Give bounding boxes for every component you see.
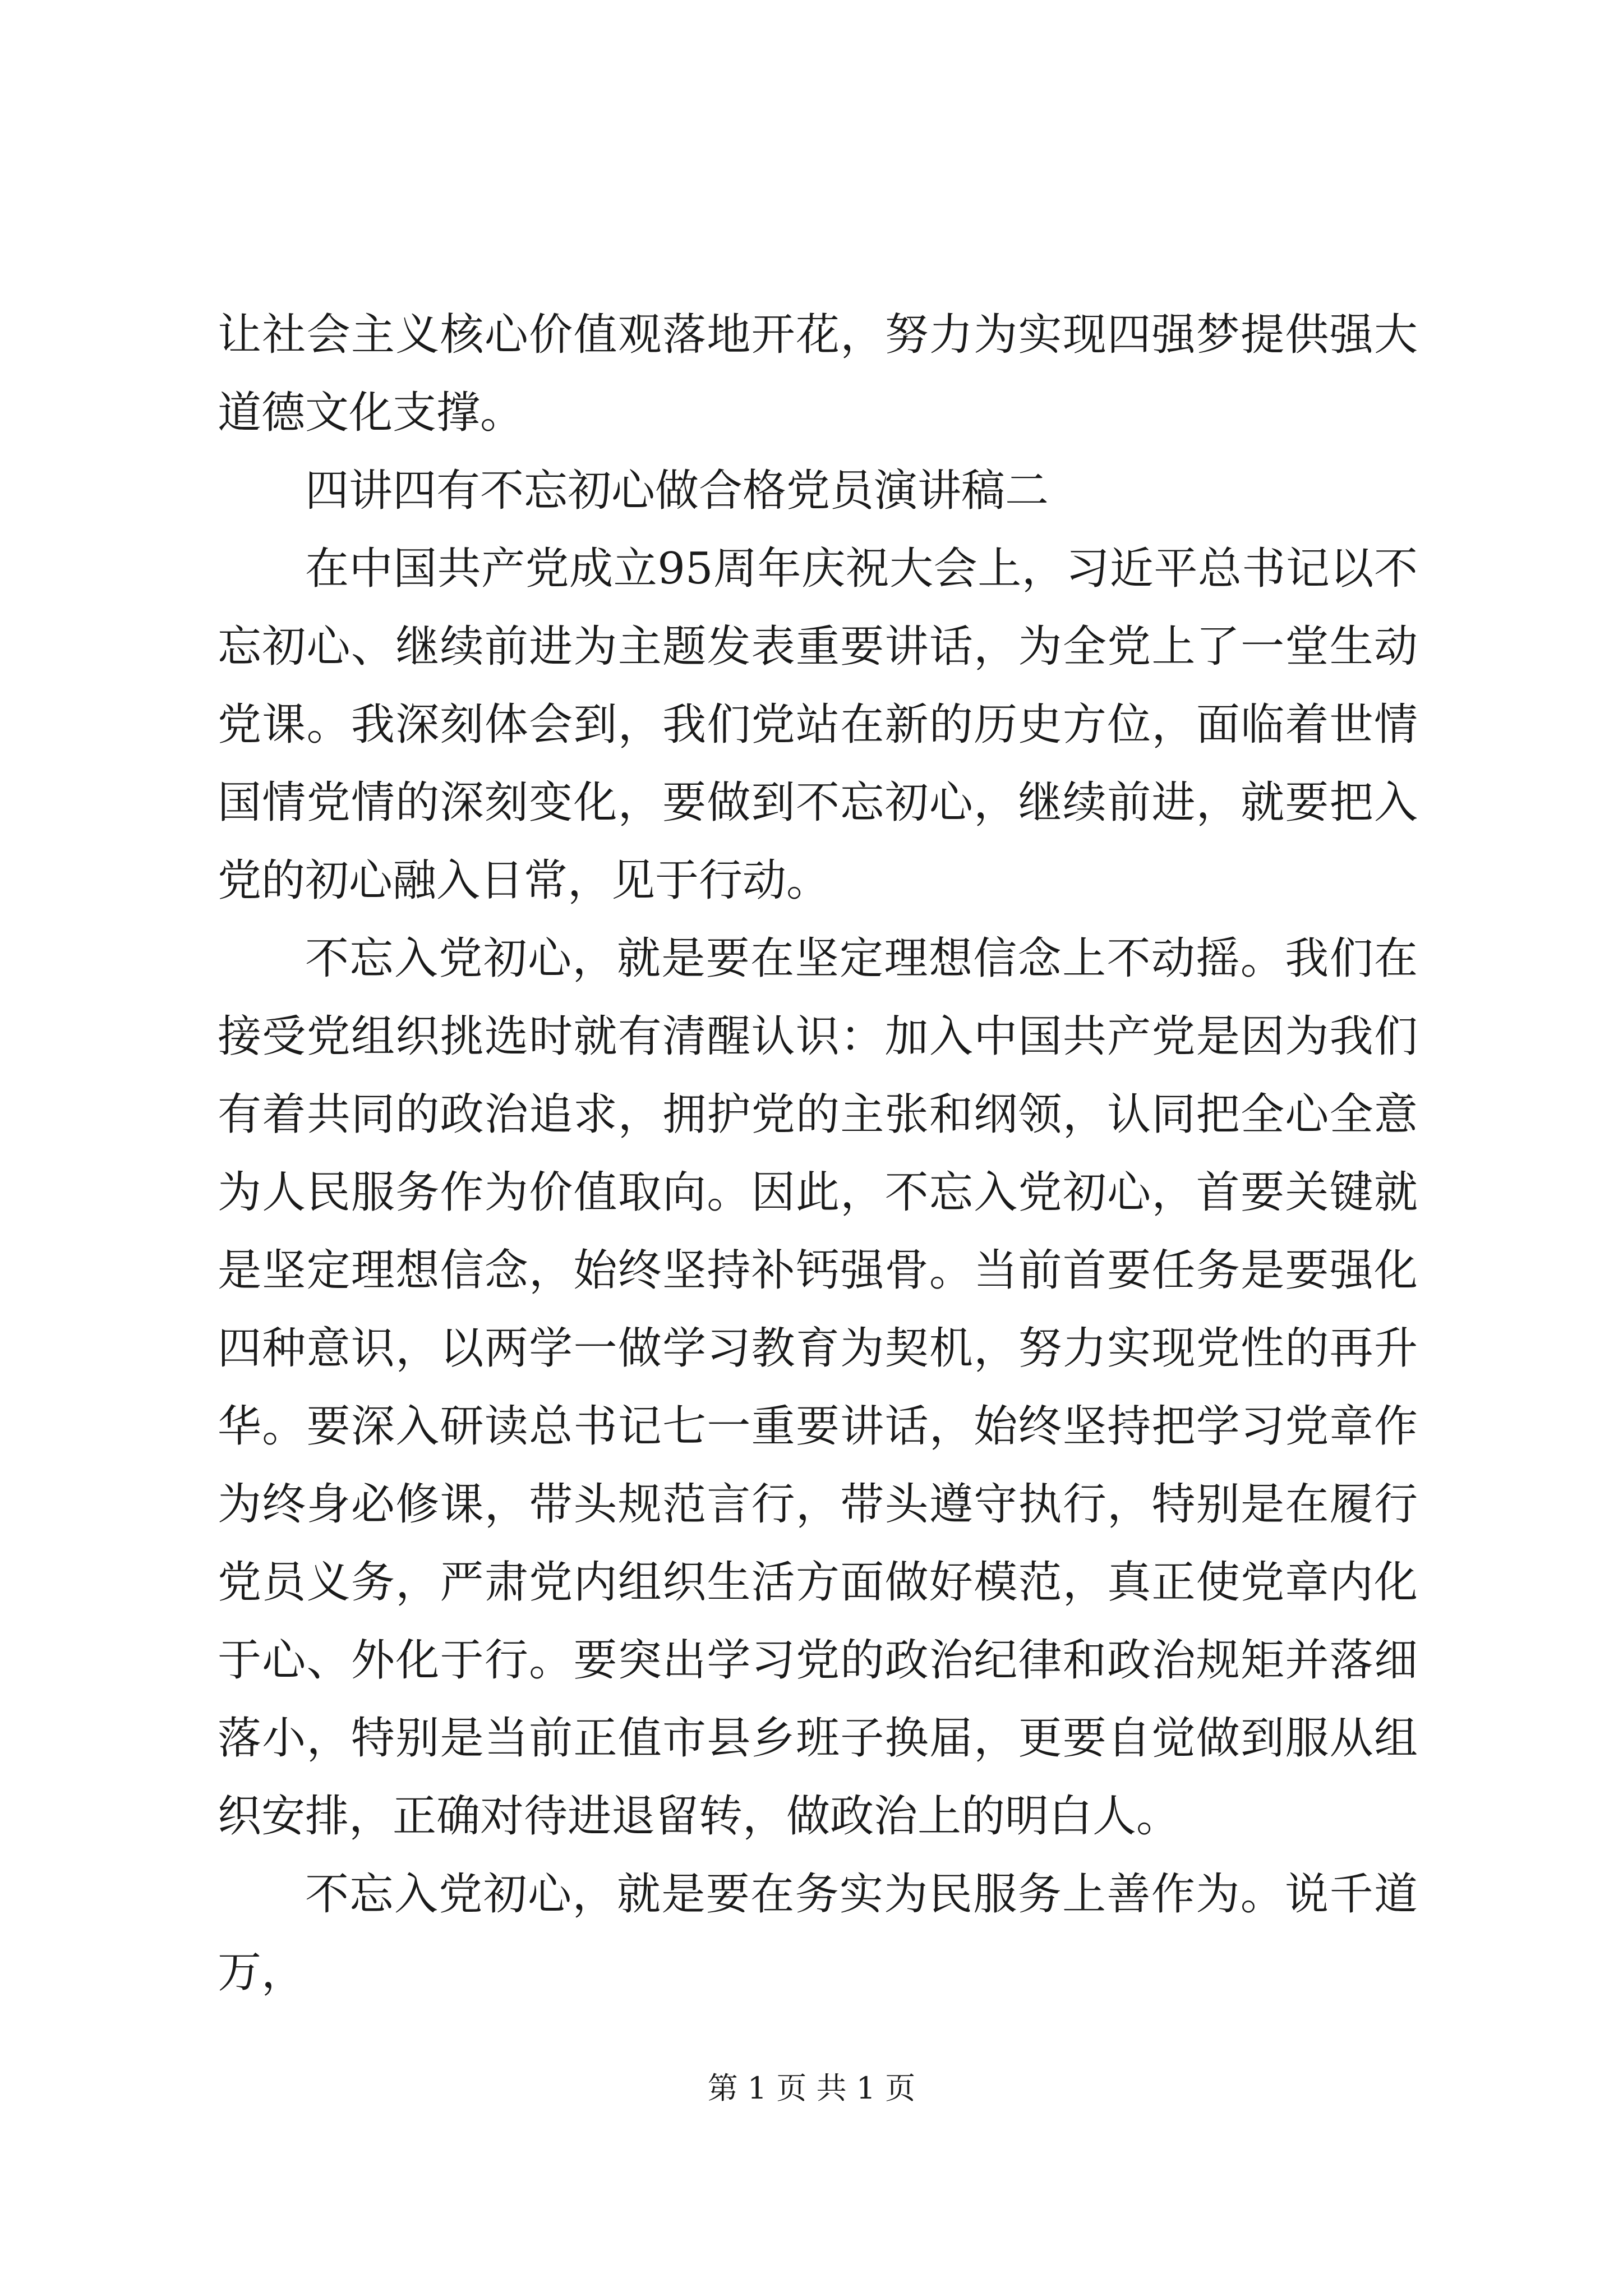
paragraph: 不忘入党初心，就是要在务实为民服务上善作为。说千道万， — [218, 1869, 1418, 1998]
page-footer: 第 1 页 共 1 页 — [707, 2070, 916, 2106]
section-title: 四讲四有不忘初心做合格党员演讲稿二 — [305, 466, 1049, 516]
paragraph-continuation: 让社会主义核心价值观落地开花，努力为实现四强梦提供强大道德文化支撑。 — [218, 310, 1418, 438]
paragraph: 在中国共产党成立95周年庆祝大会上，习近平总书记以不忘初心、继续前进为主题发表重要讲话，为全党上了一堂生动党课。我深刻体会到，我们党站在新的历史方位，面临着世情国情党情的深刻变化，要做到不忘初心，继续前进，就要把入党的初心融入日常，见于行动。 — [218, 544, 1418, 906]
document-body — [218, 296, 1418, 2012]
paragraph: 不忘入党初心，就是要在坚定理想信念上不动摇。我们在接受党组织挑选时就有清醒认识：加入中国共产党是因为我们有着共同的政治追求，拥护党的主张和纲领，认同把全心全意为人民服务作为价值取向。因此，不忘入党初心，首要关键就是坚定理想信念，始终坚持补钙强骨。当前首要任务是要强化四种意识，以两学一做学习教育为契机，努力实现党性的再升华。要深入研读总书记七一重要讲话，始终坚持把学习党章作为终身必修课，带头规范言行，带头遵守执行，特别是在履行党员义务，严肃党内组织生活方面做好模范，真正使党章内化于心、外化于行。要突出学习党的政治纪律和政治规矩并落细落小，特别是当前正值市县乡班子换届，更要自觉做到服从组织安排，正确对待进退留转，做政治上的明白人。 — [218, 933, 1418, 1842]
